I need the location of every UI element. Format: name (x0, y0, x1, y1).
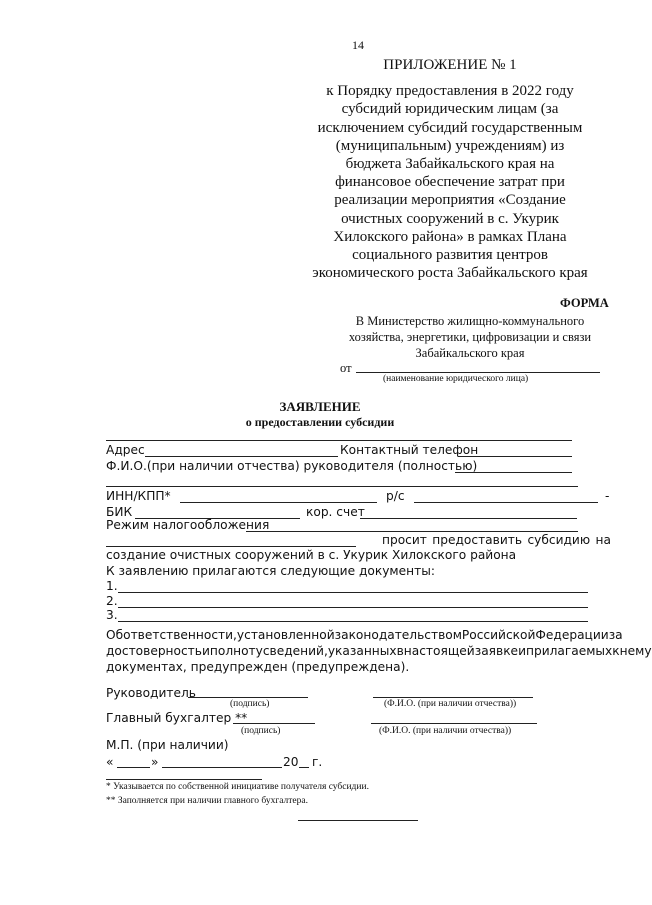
document-item-number: 2. (106, 594, 118, 608)
document-item-field[interactable] (118, 621, 588, 622)
date-year-suffix: г. (312, 755, 323, 769)
footnote: * Указывается по собственной инициативе получателя субсидии. (106, 782, 369, 792)
request-word: субсидию (527, 533, 591, 547)
date-year-field[interactable] (299, 767, 309, 768)
appendix-line: финансовое обеспечение затрат при (335, 174, 565, 191)
phone-label: Контактный телефон (340, 443, 479, 457)
responsibility-word: заявке (474, 644, 519, 658)
address-field[interactable] (145, 456, 338, 457)
phone-field[interactable] (458, 456, 572, 457)
date-month-field[interactable] (162, 767, 282, 768)
subsidy-purpose: создание очистных сооружений в с. Укурик Хилокского района (106, 548, 517, 562)
request-word: на (595, 533, 611, 547)
request-phrase (382, 533, 611, 547)
request-word: предоставить (432, 533, 523, 547)
accountant-name-caption: (Ф.И.О. (при наличии отчества)) (379, 726, 512, 736)
statement-title: ЗАЯВЛЕНИЕ (279, 399, 361, 414)
corr-account-field[interactable] (360, 518, 577, 519)
appendix-line: (муниципальным) учреждениям) из (335, 137, 565, 154)
responsibility-line: документах, предупрежден (предупреждена). (106, 660, 410, 674)
footnote: ** Заполняется при наличии главного бухгалтера. (106, 796, 308, 806)
responsibility-word: и (518, 644, 526, 658)
documents-label: К заявлению прилагаются следующие документы: (106, 564, 435, 578)
appendix-line: бюджета Забайкальского края на (345, 156, 555, 173)
appendix-line: очистных сооружений в с. Укурик (341, 210, 559, 227)
footnote-separator (106, 779, 262, 780)
responsibility-word: законодательством (334, 628, 462, 642)
appendix-line: исключением субсидий государственным (317, 119, 583, 136)
responsibility-word: и (201, 644, 210, 658)
request-word: просит (382, 533, 427, 547)
statement-subtitle: о предоставлении субсидии (245, 415, 395, 429)
account-field[interactable] (414, 502, 598, 503)
director-name-label: Ф.И.О.(при наличии отчества) руководителя (полностью) (106, 459, 478, 473)
accountant-signature-field[interactable] (233, 723, 315, 724)
responsibility-word: прилагаемых (525, 644, 613, 658)
appendix-line: социального развития центров (352, 247, 548, 264)
tax-regime-field[interactable] (246, 531, 578, 532)
address-label: Адрес (106, 443, 145, 457)
inn-kpp-field[interactable] (180, 502, 377, 503)
recipient-line: Забайкальского края (415, 346, 525, 360)
page-number: 14 (352, 38, 364, 52)
appendix-title: ПРИЛОЖЕНИЕ № 1 (383, 57, 517, 73)
responsibility-word: нему (619, 644, 652, 658)
appendix-line: Хилокского района» в рамках Плана (333, 228, 567, 245)
director-signature-caption: (подпись) (230, 699, 270, 709)
document-item-number: 1. (106, 579, 118, 593)
appendix-line: реализации мероприятия «Создание (334, 192, 566, 209)
director-signature-field[interactable] (188, 697, 308, 698)
applicant-full-name-field[interactable] (106, 440, 572, 441)
from-label: от (340, 361, 352, 375)
director-name-field-continued[interactable] (106, 486, 578, 487)
date-open-quote: « (106, 755, 114, 769)
accountant-printed-name-field[interactable] (371, 723, 537, 724)
responsibility-word: настоящей (403, 644, 475, 658)
responsibility-word: в (396, 644, 404, 658)
applicant-name-caption: (наименование юридического лица) (383, 374, 529, 384)
form-label: ФОРМА (560, 296, 609, 310)
applicant-name-field[interactable] (356, 372, 600, 373)
recipient-block (335, 313, 605, 361)
document-item-field[interactable] (118, 607, 588, 608)
responsibility-word: Российской (461, 628, 536, 642)
director-name-field[interactable] (455, 472, 572, 473)
director-printed-name-field[interactable] (373, 697, 533, 698)
responsibility-word: к (612, 644, 620, 658)
responsibility-word: указанных (327, 644, 397, 658)
appendix-line: субсидий юридическим лицам (за (341, 101, 559, 118)
date-year-prefix: 20 (283, 755, 299, 769)
account-label: р/с (386, 489, 405, 503)
inn-kpp-label: ИНН/КПП* (106, 489, 171, 503)
document-item-field[interactable] (118, 592, 588, 593)
responsibility-word: сведений, (262, 644, 328, 658)
director-name-caption: (Ф.И.О. (при наличии отчества)) (384, 699, 517, 709)
responsibility-word: достоверность (106, 644, 202, 658)
director-signature-label: Руководитель (106, 686, 196, 700)
responsibility-line (106, 628, 623, 642)
date-close-quote: » (151, 755, 159, 769)
corr-account-label: кор. счет (306, 505, 365, 519)
responsibility-word: за (608, 628, 623, 642)
responsibility-word: полноту (209, 644, 263, 658)
document-item-number: 3. (106, 608, 118, 622)
accountant-signature-caption: (подпись) (241, 726, 281, 736)
stamp-label: М.П. (при наличии) (106, 738, 229, 752)
responsibility-line (106, 644, 652, 658)
accountant-signature-label: Главный бухгалтер ** (106, 711, 248, 725)
recipient-line: хозяйства, энергетики, цифровизации и связи (348, 330, 592, 344)
responsibility-word: установленной (236, 628, 335, 642)
responsibility-word: Об (106, 628, 124, 642)
appendix-header (300, 56, 600, 282)
closing-rule (298, 820, 418, 821)
recipient-line: В Министерство жилищно-коммунального (355, 314, 585, 328)
date-day-field[interactable] (117, 767, 150, 768)
tax-regime-label: Режим налогообложения (106, 518, 270, 532)
appendix-line: к Порядку предоставления в 2022 году (326, 83, 574, 100)
responsibility-word: Федерации (535, 628, 609, 642)
bik-label: БИК (106, 505, 133, 519)
applicant-short-name-field[interactable] (106, 546, 356, 547)
responsibility-word: ответственности, (123, 628, 237, 642)
appendix-line: экономического роста Забайкальского края (312, 265, 588, 282)
account-dash: - (605, 489, 610, 503)
